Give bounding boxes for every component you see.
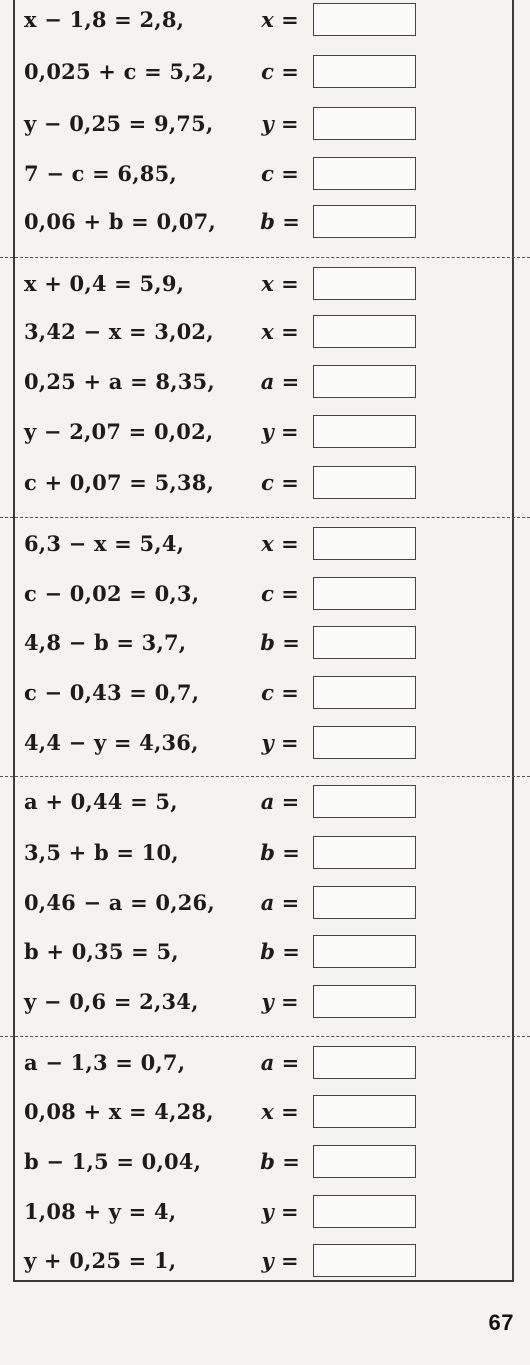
equation-row [24, 526, 424, 562]
answer-box[interactable] [313, 205, 416, 238]
answer-box[interactable] [313, 935, 416, 968]
variable-label: x = [261, 531, 299, 556]
answer-box[interactable] [313, 267, 416, 300]
variable-label: y = [261, 111, 299, 136]
variable-label: x = [261, 7, 299, 32]
answer-box[interactable] [313, 466, 416, 499]
equation-text: 6,3 − x = 5,4, [24, 531, 185, 556]
variable-label: y = [261, 1199, 299, 1224]
variable-label: c = [261, 59, 299, 84]
equation-text: c − 0,43 = 0,7, [24, 680, 200, 705]
page-number: 67 [488, 1310, 514, 1335]
equation-row [24, 675, 424, 711]
equation-row [24, 984, 424, 1020]
group-divider [0, 517, 530, 518]
equation-row [24, 106, 424, 142]
equation-row [24, 1194, 424, 1230]
variable-label: b = [260, 209, 300, 234]
variable-label: a = [260, 890, 300, 915]
equation-text: 1,08 + y = 4, [24, 1199, 177, 1224]
equation-row [24, 465, 424, 501]
group-divider [0, 776, 530, 777]
variable-label: x = [261, 1099, 299, 1124]
variable-label: c = [261, 680, 299, 705]
answer-box[interactable] [313, 1046, 416, 1079]
equation-text: 4,8 − b = 3,7, [24, 630, 187, 655]
answer-box[interactable] [313, 365, 416, 398]
variable-label: y = [261, 419, 299, 444]
variable-label: a = [260, 789, 300, 814]
answer-box[interactable] [313, 315, 416, 348]
equation-text: 0,08 + x = 4,28, [24, 1099, 214, 1124]
equation-row [24, 725, 424, 761]
variable-label: c = [261, 470, 299, 495]
equation-text: c + 0,07 = 5,38, [24, 470, 215, 495]
equation-text: c − 0,02 = 0,3, [24, 581, 200, 606]
variable-label: y = [261, 730, 299, 755]
answer-box[interactable] [313, 886, 416, 919]
variable-label: b = [260, 1149, 300, 1174]
variable-label: c = [261, 581, 299, 606]
answer-box[interactable] [313, 415, 416, 448]
equation-text: 7 − c = 6,85, [24, 161, 177, 186]
answer-box[interactable] [313, 1195, 416, 1228]
equation-row [24, 934, 424, 970]
answer-box[interactable] [313, 527, 416, 560]
equation-row [24, 835, 424, 871]
equation-row [24, 1094, 424, 1130]
equation-text: a + 0,44 = 5, [24, 789, 178, 814]
equation-row [24, 314, 424, 350]
answer-box[interactable] [313, 1145, 416, 1178]
equation-row [24, 54, 424, 90]
equation-text: y − 2,07 = 0,02, [24, 419, 214, 444]
equation-row [24, 885, 424, 921]
equation-text: 0,46 − a = 0,26, [24, 890, 215, 915]
variable-label: a = [260, 1050, 300, 1075]
answer-box[interactable] [313, 676, 416, 709]
equation-row [24, 364, 424, 400]
answer-box[interactable] [313, 836, 416, 869]
equation-row [24, 266, 424, 302]
equation-text: b − 1,5 = 0,04, [24, 1149, 202, 1174]
equation-row [24, 1144, 424, 1180]
group-divider [0, 1036, 530, 1037]
equation-text: 3,42 − x = 3,02, [24, 319, 214, 344]
equation-row [24, 625, 424, 661]
answer-box[interactable] [313, 785, 416, 818]
answer-box[interactable] [313, 985, 416, 1018]
equation-text: y + 0,25 = 1, [24, 1248, 177, 1273]
equation-row [24, 156, 424, 192]
equation-row [24, 2, 424, 38]
equation-text: a − 1,3 = 0,7, [24, 1050, 186, 1075]
variable-label: y = [261, 1248, 299, 1273]
equation-row [24, 576, 424, 612]
variable-label: a = [260, 369, 300, 394]
equation-text: x − 1,8 = 2,8, [24, 7, 185, 32]
answer-box[interactable] [313, 577, 416, 610]
variable-label: y = [261, 989, 299, 1014]
answer-box[interactable] [313, 1095, 416, 1128]
equation-text: 4,4 − y = 4,36, [24, 730, 199, 755]
equation-row [24, 204, 424, 240]
answer-box[interactable] [313, 726, 416, 759]
variable-label: c = [261, 161, 299, 186]
variable-label: b = [260, 939, 300, 964]
variable-label: x = [261, 271, 299, 296]
answer-box[interactable] [313, 1244, 416, 1277]
equation-text: b + 0,35 = 5, [24, 939, 179, 964]
equation-text: y − 0,25 = 9,75, [24, 111, 214, 136]
equation-row [24, 1243, 424, 1279]
equation-row [24, 784, 424, 820]
equation-text: 3,5 + b = 10, [24, 840, 179, 865]
equation-text: x + 0,4 = 5,9, [24, 271, 185, 296]
equation-row [24, 1045, 424, 1081]
answer-box[interactable] [313, 626, 416, 659]
equation-row [24, 414, 424, 450]
equation-text: y − 0,6 = 2,34, [24, 989, 199, 1014]
equation-text: 0,25 + a = 8,35, [24, 369, 215, 394]
variable-label: b = [260, 630, 300, 655]
variable-label: b = [260, 840, 300, 865]
equation-text: 0,06 + b = 0,07, [24, 209, 216, 234]
equation-text: 0,025 + c = 5,2, [24, 59, 215, 84]
answer-box[interactable] [313, 157, 416, 190]
answer-box[interactable] [313, 107, 416, 140]
answer-box[interactable] [313, 55, 416, 88]
answer-box[interactable] [313, 3, 416, 36]
variable-label: x = [261, 319, 299, 344]
group-divider [0, 257, 530, 258]
